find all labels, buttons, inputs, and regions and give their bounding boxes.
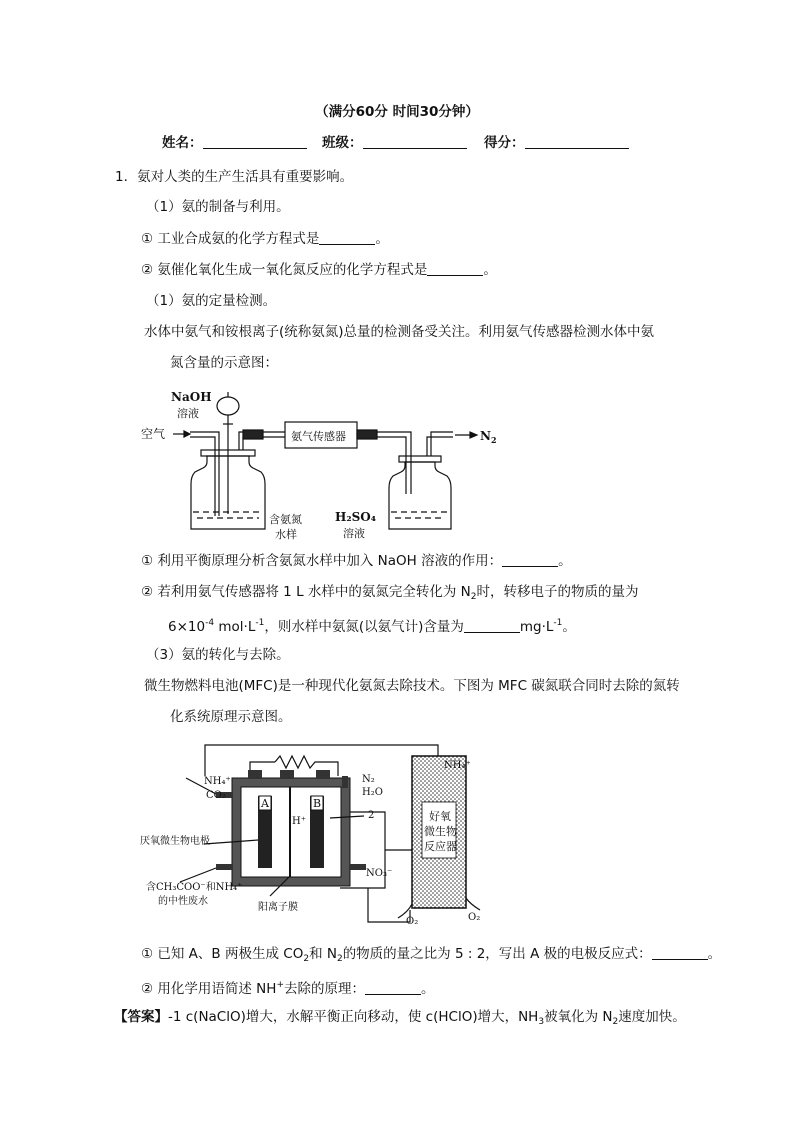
naoh-solution-label: 溶液	[177, 407, 199, 420]
answer-label: 【答案】	[114, 1009, 168, 1025]
electrode-b-label: B	[313, 797, 322, 810]
score-label: 得分：	[484, 135, 525, 151]
part2-b-text-2: ，则水样中氨氮(以氨气计)含量为	[264, 619, 464, 635]
sample-label-1: 含氨氮	[269, 513, 302, 526]
part2-b-text: ② 若利用氨气传感器将 1 L 水样中的氨氮完全转化为 N	[141, 584, 471, 600]
part3-text-2: 化系统原理示意图。	[170, 709, 292, 725]
right-stopper	[399, 456, 441, 462]
part2-text-1: 水体中氨气和铵根离子(统称氨氮)总量的检测备受关注。利用氨气传感器检测水体中氨	[144, 324, 655, 340]
part2-b-value: 6×10	[168, 619, 206, 635]
part2-title: （1）氨的定量检测。	[146, 293, 277, 309]
h2so4-label: H₂SO₄	[335, 510, 376, 524]
period: 。	[707, 946, 722, 962]
part3-b-text: ② 用化学用语简述 NH	[141, 981, 277, 997]
subscript: 2	[303, 954, 310, 964]
n2-label: $N_2$	[480, 429, 497, 445]
subscript: 2	[336, 954, 343, 964]
part2-text-2: 氮含量的示意图：	[170, 355, 278, 371]
answer-blank[interactable]	[502, 552, 558, 567]
part2-a-text: ① 利用平衡原理分析含氨氮水样中加入 NaOH 溶液的作用：	[141, 553, 503, 569]
class-blank[interactable]	[363, 134, 467, 149]
superscript: -1	[553, 618, 563, 628]
name-blank[interactable]	[203, 134, 307, 149]
part1-title: （1）氨的制备与利用。	[146, 199, 290, 215]
answer-line	[114, 1008, 686, 1031]
score-blank[interactable]	[525, 134, 629, 149]
resistor	[275, 756, 320, 768]
naoh-label: NaOH	[171, 390, 212, 404]
answer-blank[interactable]	[365, 980, 421, 995]
part3-text-1: 微生物燃料电池(MFC)是一种现代化氨氮去除技术。下图为 MFC 碳氮联合同时去除的氮转	[144, 678, 680, 694]
n2-label: N₂	[362, 774, 375, 785]
period: 。	[375, 231, 389, 247]
reactor-label-3: 反应器	[424, 840, 457, 853]
part3-a-text: ① 已知 A、B 两极生成 CO	[141, 946, 304, 962]
part2-b-text-end: 时，转移电子的物质的量为	[476, 584, 639, 600]
part1-b	[141, 261, 497, 279]
feed-label-1: 含CH₃COO⁻和NH₄⁺	[146, 882, 243, 893]
electrode-a-label: A	[261, 797, 269, 810]
period: 。	[483, 262, 497, 278]
answer-blank[interactable]	[427, 261, 483, 276]
class-field	[322, 134, 467, 152]
part3-a-text: 的物质的量之比为 5 : 2，写出 A 极的电极反应式：	[342, 946, 652, 962]
sample-label-2: 水样	[275, 528, 297, 541]
right-bottle	[389, 462, 451, 529]
answer-text: 速度加快。	[618, 1009, 686, 1025]
feed-label-2: 的中性废水	[158, 896, 208, 907]
superscript: +	[276, 980, 284, 990]
subscript: 3	[538, 1017, 545, 1027]
subscript: 2	[470, 592, 477, 602]
sensor-label: 氨气传感器	[291, 430, 346, 443]
mfc-diagram	[140, 740, 520, 928]
part1-b-text: ② 氨催化氧化生成一氧化氮反应的化学方程式是	[141, 262, 428, 278]
part3-a-text: 和 N	[309, 946, 337, 962]
name-label: 姓名：	[162, 135, 203, 151]
part2-a	[141, 552, 572, 570]
part3-title: （3）氨的转化与去除。	[146, 647, 290, 663]
h2o-label: H₂O	[362, 787, 383, 798]
answer-text: 被氧化为 N	[544, 1009, 613, 1025]
reactor-label-1: 好氧	[429, 810, 451, 823]
o2-label-b: O₂	[468, 912, 481, 923]
score-field	[484, 134, 629, 152]
no3-label: NO₃⁻	[366, 868, 393, 879]
nh4-inlet-label: NH₄⁺	[204, 776, 231, 787]
part3-b-text: 去除的原理：	[283, 981, 365, 997]
membrane-label: 阳离子膜	[258, 902, 298, 913]
part1-a-text: ① 工业合成氨的化学方程式是	[141, 231, 320, 247]
air-label: 空气	[141, 427, 166, 441]
unit: mol·L	[214, 619, 256, 635]
h2so4-solution-label: 溶液	[343, 527, 365, 540]
o2-label-a: O₂	[406, 916, 419, 927]
co2-label: CO₂	[206, 790, 226, 801]
part2-b-line2	[168, 614, 576, 636]
anode-label: 厌氧微生物电极	[140, 836, 210, 847]
answer-blank[interactable]	[464, 618, 520, 633]
label-2: 2	[368, 810, 375, 821]
name-field	[162, 134, 307, 152]
nh4-top-label: NH₄⁺	[444, 760, 471, 771]
period: 。	[558, 553, 572, 569]
superscript: -4	[205, 618, 215, 628]
h-plus-label: H⁺	[292, 816, 306, 827]
score-time: （满分60分 时间30分钟）	[315, 104, 479, 120]
question-stem: 1．氨对人类的生产生活具有重要影响。	[115, 169, 354, 185]
part3-a	[141, 945, 721, 968]
answer-text: -1 c(NaClO)增大，水解平衡正向移动，使 c(HClO)增大，NH	[168, 1009, 539, 1025]
class-label: 班级：	[322, 135, 363, 151]
part3-b	[141, 976, 434, 998]
answer-blank[interactable]	[652, 945, 708, 960]
answer-blank[interactable]	[319, 230, 375, 245]
dropping-funnel	[217, 397, 239, 415]
superscript: -1	[255, 618, 265, 628]
ammonia-detection-diagram	[135, 384, 515, 544]
subscript: 2	[612, 1017, 619, 1027]
unit: mg·L	[519, 619, 554, 635]
part2-b-line1	[141, 583, 639, 606]
period: 。	[420, 981, 435, 997]
period: 。	[562, 619, 576, 635]
part1-a	[141, 230, 389, 248]
reactor-label-2: 微生物	[424, 825, 457, 838]
